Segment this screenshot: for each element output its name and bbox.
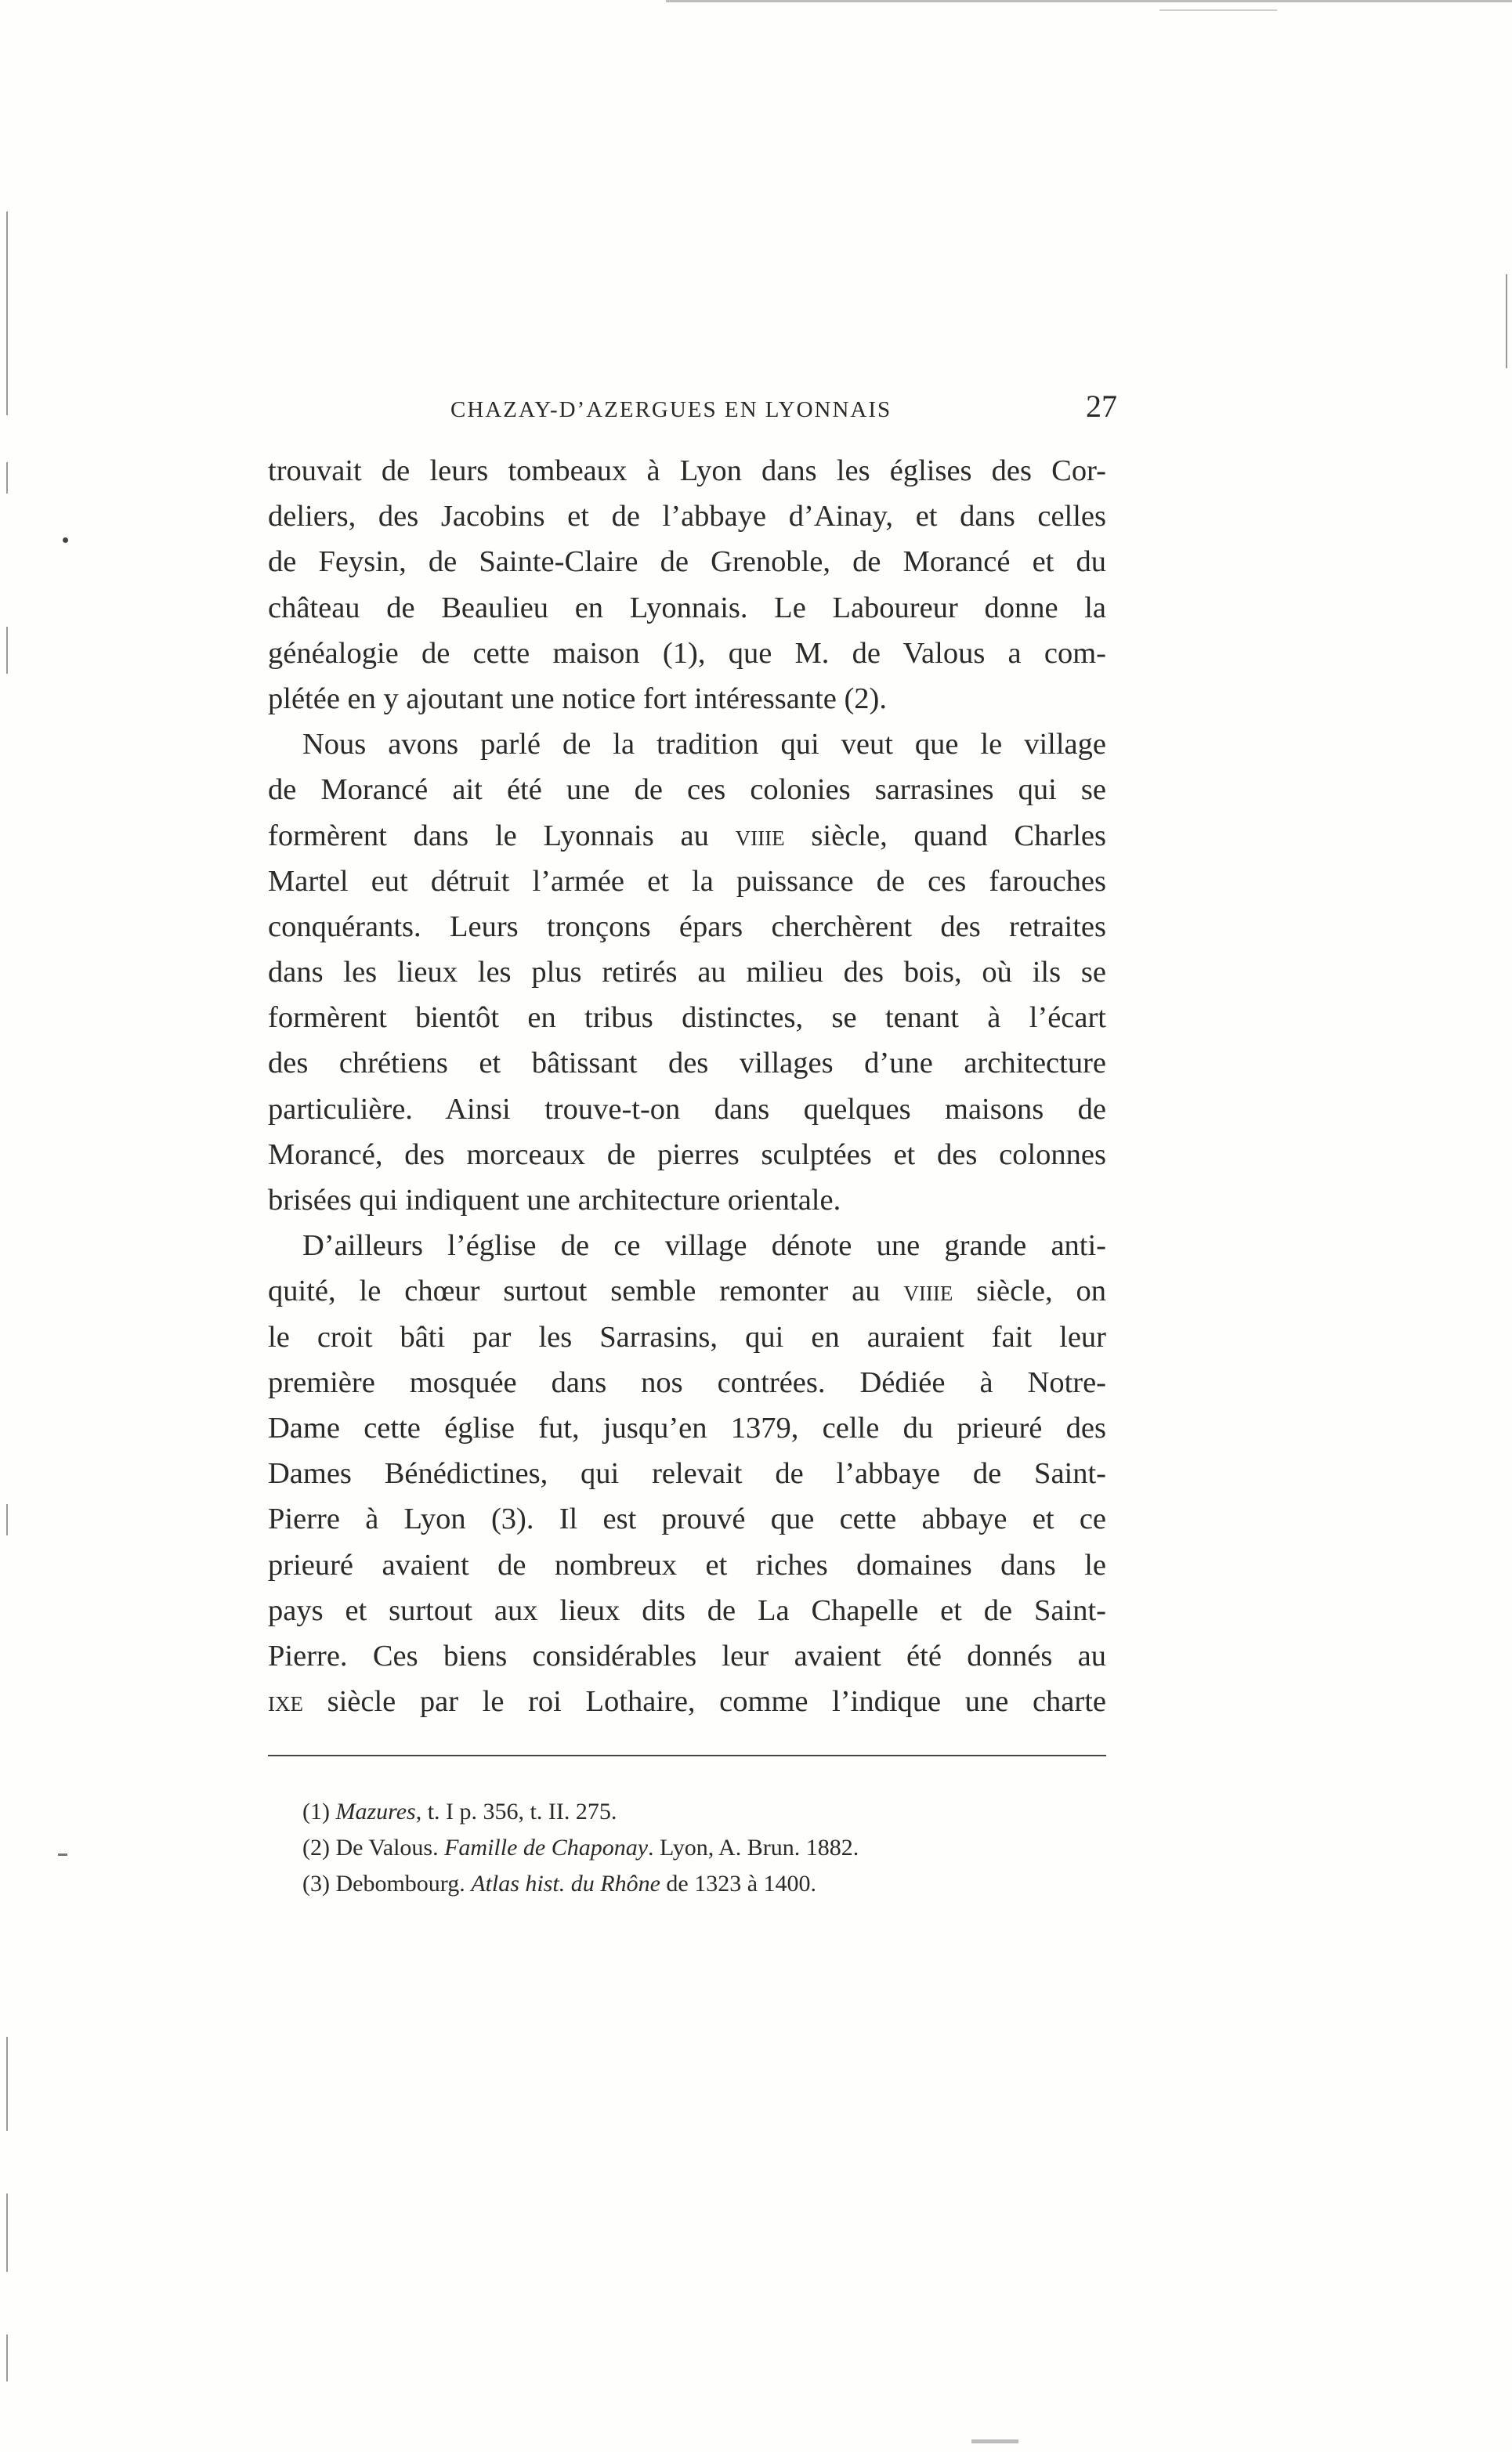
text-line: plétée en y ajoutant une notice fort intéressante (2).	[268, 682, 888, 715]
text-fragment: formèrent dans le Lyonnais au	[268, 819, 736, 852]
scan-edge-left	[6, 2037, 8, 2131]
body-text	[268, 448, 1106, 1724]
text-line: dans les lieux les plus retirés au milieu des bois, où ils se	[268, 956, 1106, 989]
scan-edge-left	[6, 2193, 8, 2272]
text-line: Martel eut détruit l’armée et la puissance de ces farouches	[268, 864, 1106, 898]
text-line: formèrent bientôt en tribus distinctes, se tenant à l’écart	[268, 1001, 1106, 1035]
text-fragment: quité, le chœur surtout semble remonter au	[268, 1275, 904, 1308]
text-fragment: siècle, on	[953, 1275, 1106, 1308]
text-line: deliers, des Jacobins et de l’abbaye d’Ainay, et dans celles	[268, 500, 1106, 533]
text-line: des chrétiens et bâtissant des villages d’une architecture	[268, 1047, 1106, 1080]
footnote-text: de 1323 à 1400.	[660, 1871, 817, 1897]
scan-edge-top	[666, 0, 1512, 2]
text-line: trouvait de leurs tombeaux à Lyon dans les églises des Cor-	[268, 454, 1106, 487]
footnote-2	[302, 1830, 1086, 1866]
scan-edge-right	[1506, 274, 1507, 368]
text-line: brisées qui indiquent une architecture orientale.	[268, 1184, 841, 1217]
text-line	[268, 1679, 1106, 1724]
text-line: pays et surtout aux lieux dits de La Chapelle et de Saint-	[268, 1593, 1106, 1627]
footnote-work-title: Mazures	[335, 1799, 416, 1825]
footnote-work-title: Atlas hist. du Rhône	[471, 1871, 660, 1897]
text-line: conquérants. Leurs tronçons épars cherchèrent des retraites	[268, 910, 1106, 943]
text-line: Pierre à Lyon (3). Il est prouvé que cette abbaye et ce	[268, 1503, 1106, 1536]
text-line: château de Beaulieu en Lyonnais. Le Laboureur donne la	[268, 591, 1106, 624]
footnote-3	[302, 1866, 1086, 1902]
running-head	[259, 388, 1120, 425]
footnote-text: , t. I p. 356, t. II. 275.	[415, 1799, 617, 1825]
footnote-rule	[268, 1755, 1106, 1756]
text-line: Nous avons parlé de la tradition qui veut que le village	[302, 728, 1106, 761]
running-title: CHAZAY-D’AZERGUES EN LYONNAIS	[450, 397, 892, 422]
scan-edge-left	[6, 212, 8, 415]
text-line	[268, 1268, 1106, 1314]
footnote-1	[302, 1794, 1086, 1830]
century-numeral: viiie	[903, 1275, 953, 1308]
text-line: Pierre. Ces biens considérables leur avaient été donnés au	[268, 1639, 1106, 1673]
text-line: Dame cette église fut, jusqu’en 1379, celle du prieuré des	[268, 1411, 1106, 1445]
scan-edge-top-mark	[1159, 9, 1277, 11]
scan-edge-left	[6, 1504, 8, 1535]
scan-smudge	[971, 2439, 1018, 2443]
text-line: Morancé, des morceaux de pierres sculptées et des colonnes	[268, 1137, 1106, 1171]
ink-mark	[58, 1853, 67, 1856]
text-line: première mosquée dans nos contrées. Dédiée à Notre-	[268, 1365, 1106, 1399]
footnote-text: (2) De Valous.	[302, 1835, 445, 1861]
footnote-text: (1)	[302, 1799, 336, 1825]
text-line: Dames Bénédictines, qui relevait de l’abbaye de Saint-	[268, 1457, 1106, 1491]
text-line	[268, 813, 1106, 859]
text-fragment: siècle par le roi Lothaire, comme l’indique une charte	[302, 1685, 1106, 1719]
scan-edge-left	[6, 627, 8, 674]
scan-edge-left	[6, 462, 8, 494]
text-fragment: siècle, quand Charles	[784, 819, 1106, 852]
footnotes	[302, 1794, 1086, 1902]
text-line: particulière. Ainsi trouve-t-on dans quelques maisons de	[268, 1092, 1106, 1126]
footnote-work-title: Famille de Chaponay	[444, 1835, 649, 1861]
century-numeral: ixe	[268, 1685, 303, 1719]
text-line: de Morancé ait été une de ces colonies sarrasines qui se	[268, 773, 1106, 807]
footnote-text: (3) Debombourg.	[302, 1871, 472, 1897]
century-numeral: viiie	[735, 819, 785, 852]
text-line: D’ailleurs l’église de ce village dénote une grande anti-	[302, 1229, 1106, 1263]
text-line: de Feysin, de Sainte-Claire de Grenoble, de Morancé et du	[268, 545, 1106, 579]
text-line: le croit bâti par les Sarrasins, qui en auraient fait leur	[268, 1320, 1106, 1354]
page-number: 27	[1086, 389, 1117, 424]
text-line: généalogie de cette maison (1), que M. de Valous a com-	[268, 636, 1106, 670]
text-line: prieuré avaient de nombreux et riches domaines dans le	[268, 1548, 1106, 1582]
ink-speck	[63, 537, 68, 543]
scan-edge-left	[6, 2334, 8, 2381]
footnote-text: . Lyon, A. Brun. 1882.	[648, 1835, 859, 1861]
